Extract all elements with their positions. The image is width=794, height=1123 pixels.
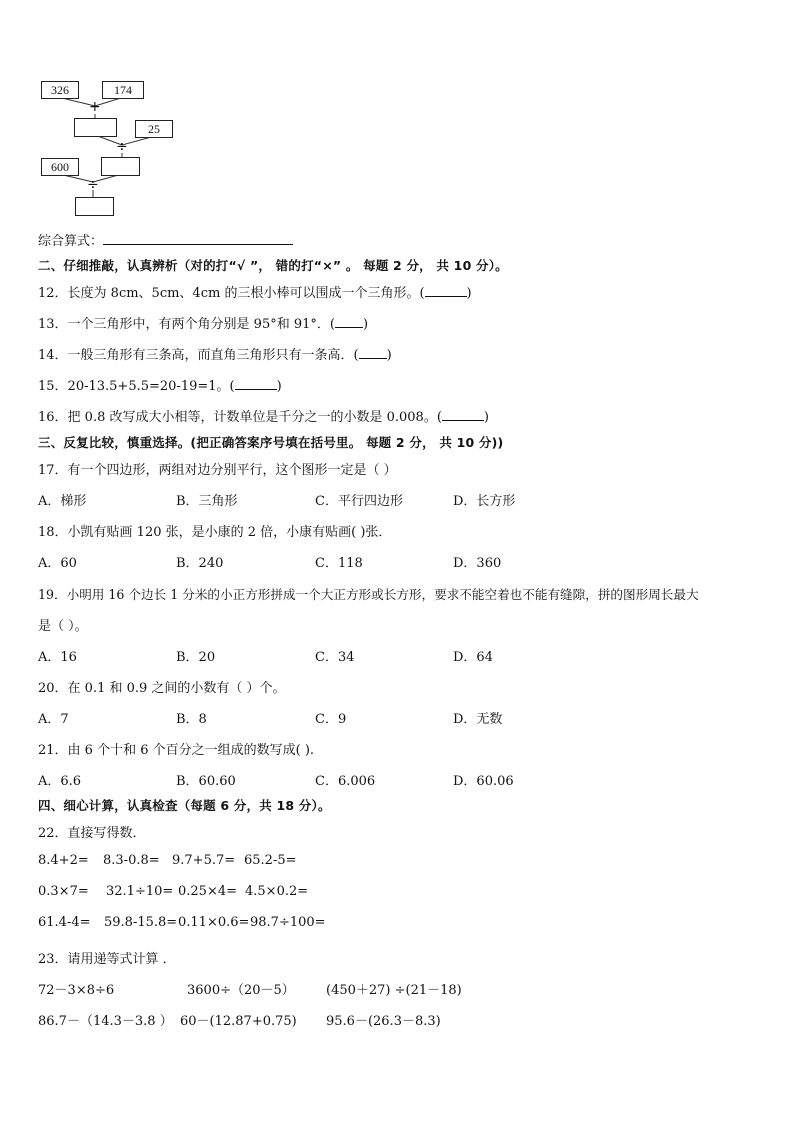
section-3-heading: 三、反复比较，慎重选择。(把正确答案序号填在括号里。 每题 2 分， 共 10 分)) (38, 435, 504, 450)
question-22-stem: 22．直接写得数． (38, 826, 146, 841)
question-14-close: ) (386, 348, 392, 363)
question-18-option-d[interactable]: D．360 (453, 556, 502, 571)
diagram-box-600: 600 (41, 158, 79, 176)
mental-math-item: 0.11×0.6= (178, 915, 250, 930)
question-18-stem: 18．小凯有贴画 120 张，是小康的 2 倍，小康有贴画( )张． (38, 525, 392, 540)
question-19-option-b[interactable]: B．20 (176, 650, 216, 665)
question-16-close: ) (483, 410, 489, 425)
mental-math-item: 8.3-0.8= (103, 853, 160, 868)
question-21-option-d[interactable]: D．60.06 (453, 774, 514, 789)
divide-operator-1: ÷ (116, 139, 128, 155)
question-17-option-b[interactable]: B．三角形 (176, 494, 238, 509)
stepwise-expression: 86.7－（14.3－3.8 ） (38, 1014, 173, 1029)
stepwise-expression: 3600÷（20－5） (187, 983, 295, 998)
stepwise-expression: 72－3×8÷6 (38, 983, 115, 998)
diagram-box-25: 25 (135, 120, 173, 138)
mental-math-item: 4.5×0.2= (245, 884, 309, 899)
question-20-option-b[interactable]: B．8 (176, 712, 207, 727)
question-17-option-c[interactable]: C．平行四边形 (315, 494, 403, 509)
combined-formula-line (38, 230, 293, 249)
answer-blank-15[interactable] (235, 377, 277, 390)
mental-math-item: 98.7÷100= (250, 915, 326, 930)
question-18-option-c[interactable]: C．118 (315, 556, 363, 571)
section-2-heading: 二、仔细推敲，认真辨析（对的打“√ ”， 错的打“×” 。 每题 2 分， 共 10 分）。 (38, 258, 508, 273)
answer-blank-12[interactable] (425, 284, 467, 297)
question-17-option-d[interactable]: D．长方形 (453, 494, 516, 509)
calculation-flow-diagram (38, 78, 178, 220)
section-4-heading: 四、细心计算，认真检查（每题 6 分，共 18 分）。 (38, 798, 331, 813)
mental-math-item: 59.8-15.8= (104, 915, 178, 930)
combined-formula-blank[interactable] (103, 232, 293, 245)
question-13 (38, 313, 368, 332)
mental-math-item: 61.4-4= (38, 915, 91, 930)
question-16-text: 16．把 0.8 改写成大小相等，计数单位是千分之一的小数是 0.008。( (38, 410, 442, 425)
question-15 (38, 375, 282, 394)
diagram-box-326: 326 (41, 81, 79, 99)
mental-math-item: 32.1÷10= (106, 884, 174, 899)
stepwise-expression: (450＋27) ÷(21－18) (326, 983, 462, 998)
question-16 (38, 406, 489, 425)
question-19-stem-continued: 是（ ）。 (38, 619, 88, 634)
question-15-text: 15．20-13.5+5.5=20-19=1。( (38, 379, 235, 394)
stepwise-expression: 95.6－(26.3－8.3) (326, 1014, 441, 1029)
question-21-option-c[interactable]: C．6.006 (315, 774, 376, 789)
answer-blank-16[interactable] (442, 408, 484, 421)
question-20-option-c[interactable]: C．9 (315, 712, 347, 727)
diagram-answer-box-1 (74, 118, 117, 137)
stepwise-expression: 60－(12.87+0.75) (180, 1014, 297, 1029)
diagram-answer-box-3 (75, 197, 114, 216)
question-23-stem: 23．请用递等式计算 ． (38, 952, 176, 967)
question-20-option-d[interactable]: D．无数 (453, 712, 503, 727)
question-13-text: 13．一个三角形中，有两个角分别是 95°和 91°．( (38, 317, 335, 332)
question-19-option-c[interactable]: C．34 (315, 650, 355, 665)
question-19-option-d[interactable]: D．64 (453, 650, 493, 665)
question-19-stem: 19．小明用 16 个边长 1 分米的小正方形拼成一个大正方形或长方形，要求不能空着也不能有缝隙，拼的图形周长最大 (38, 587, 699, 602)
answer-blank-13[interactable] (335, 315, 363, 328)
question-17-option-a[interactable]: A．梯形 (38, 494, 87, 509)
question-14 (38, 344, 392, 363)
question-13-close: ) (362, 317, 369, 332)
question-18-option-a[interactable]: A．60 (38, 556, 77, 571)
question-21-stem: 21．由 6 个十和 6 个百分之一组成的数写成( ). (38, 743, 315, 758)
question-17-stem: 17．有一个四边形，两组对边分别平行，这个图形一定是（ ） (38, 463, 397, 478)
question-18-option-b[interactable]: B．240 (176, 556, 224, 571)
question-12 (38, 282, 472, 301)
plus-operator: + (89, 99, 101, 115)
diagram-box-174: 174 (102, 81, 144, 99)
question-12-close: ) (466, 286, 472, 301)
mental-math-item: 65.2-5= (244, 853, 297, 868)
combined-formula-label: 综合算式： (38, 234, 104, 249)
answer-blank-14[interactable] (359, 346, 387, 359)
mental-math-item: 0.25×4= (178, 884, 238, 899)
question-21-option-a[interactable]: A．6.6 (38, 774, 82, 789)
question-14-text: 14．一般三角形有三条高，而直角三角形只有一条高．( (38, 348, 359, 363)
mental-math-item: 9.7+5.7= (172, 853, 236, 868)
diagram-answer-box-2 (101, 157, 140, 176)
question-21-option-b[interactable]: B．60.60 (176, 774, 236, 789)
question-15-close: ) (276, 379, 282, 394)
question-20-option-a[interactable]: A．7 (38, 712, 69, 727)
question-19-option-a[interactable]: A．16 (38, 650, 77, 665)
question-20-stem: 20．在 0.1 和 0.9 之间的小数有（ ）个。 (38, 681, 286, 696)
question-12-text: 12．长度为 8cm、5cm、4cm 的三根小棒可以围成一个三角形。( (38, 286, 425, 301)
mental-math-item: 8.4+2= (38, 853, 89, 868)
divide-operator-2: ÷ (87, 177, 99, 193)
mental-math-item: 0.3×7= (38, 884, 89, 899)
